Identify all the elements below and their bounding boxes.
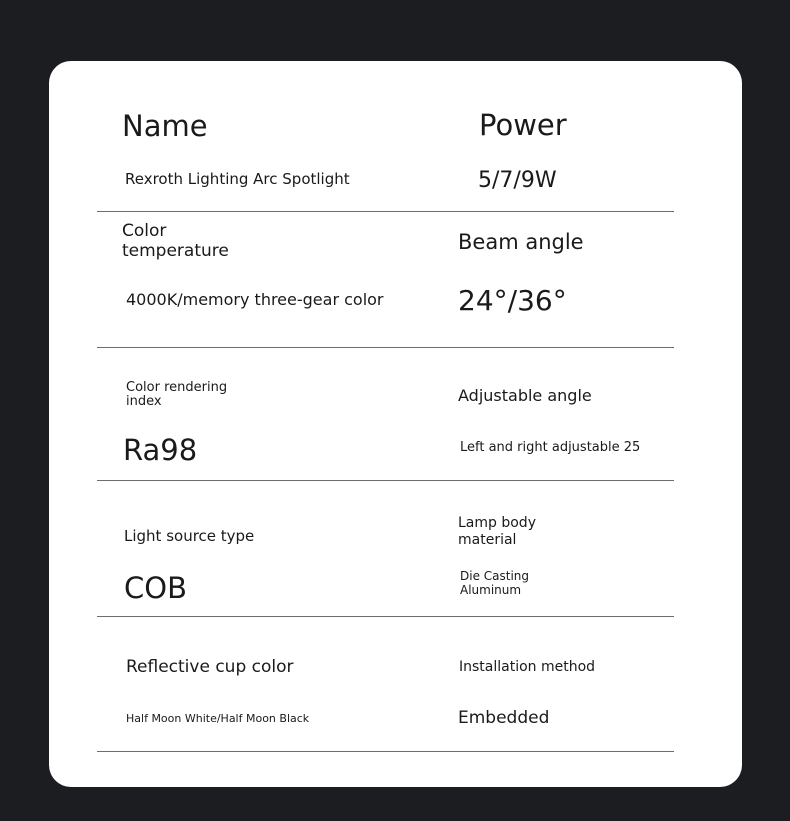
light-source-type-value: COB: [124, 571, 187, 605]
lamp-body-material-label-line2: material: [458, 532, 517, 548]
row-divider: [97, 480, 674, 481]
reflective-cup-color-label: Reflective cup color: [126, 657, 294, 677]
adjustable-angle-value: Left and right adjustable 25: [460, 440, 641, 455]
beam-angle-label: Beam angle: [458, 230, 584, 254]
color-temperature-label-line1: Color: [122, 221, 167, 241]
reflective-cup-color-value: Half Moon White/Half Moon Black: [126, 712, 310, 725]
lamp-body-material-value-line1: Die Casting: [460, 569, 530, 583]
row-divider: [97, 751, 674, 752]
row-divider: [97, 616, 674, 617]
spec-card: [49, 61, 742, 787]
color-temperature-label-line2: temperature: [122, 241, 229, 261]
lamp-body-material-label-line1: Lamp body: [458, 515, 536, 531]
installation-method-value: Embedded: [458, 708, 550, 728]
beam-angle-value: 24°/36°: [458, 284, 567, 317]
adjustable-angle-label: Adjustable angle: [458, 386, 592, 405]
lamp-body-material-value-line2: Aluminum: [460, 583, 522, 597]
name-value: Rexroth Lighting Arc Spotlight: [125, 170, 350, 188]
color-rendering-index-label-line1: Color rendering: [126, 380, 228, 395]
name-label: Name: [122, 109, 208, 143]
installation-method-label: Installation method: [459, 659, 596, 675]
power-value: 5/7/9W: [478, 168, 557, 193]
light-source-type-label: Light source type: [124, 527, 255, 545]
color-rendering-index-label-line2: index: [126, 394, 162, 409]
row-divider: [97, 347, 674, 348]
row-divider: [97, 211, 674, 212]
power-label: Power: [479, 108, 567, 142]
color-temperature-value: 4000K/memory three-gear color: [126, 290, 384, 309]
color-rendering-index-value: Ra98: [123, 433, 198, 467]
